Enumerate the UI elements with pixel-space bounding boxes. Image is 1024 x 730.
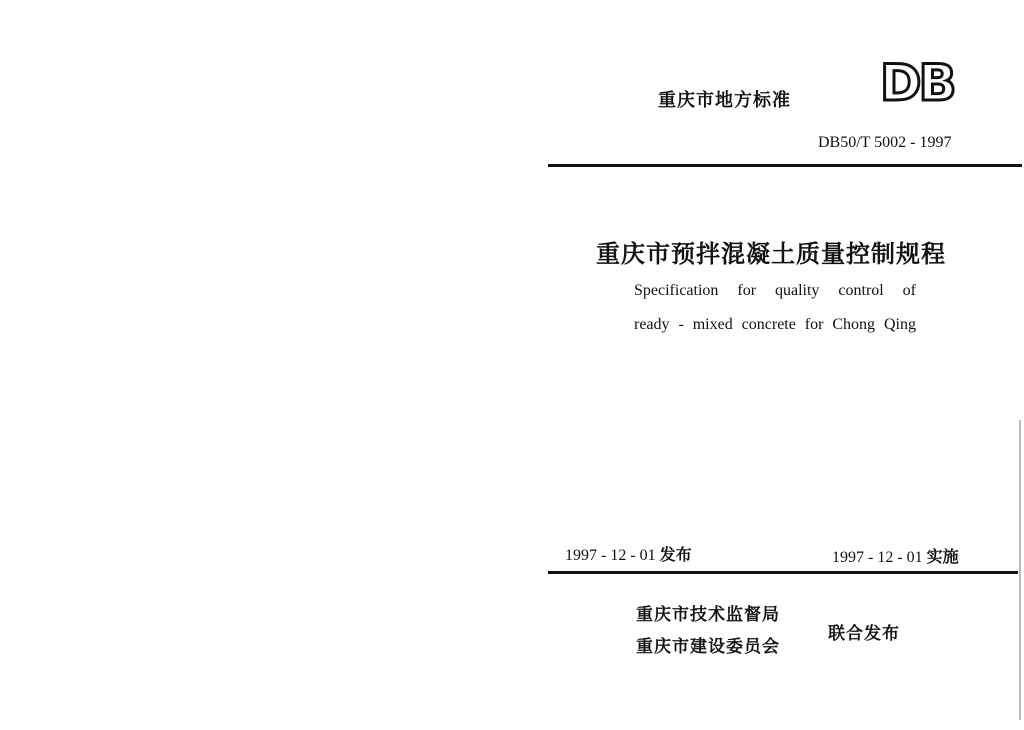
local-standard-label: 重庆市地方标准 bbox=[658, 90, 791, 111]
title-english-line2: ready - mixed concrete for Chong Qing bbox=[634, 316, 916, 333]
top-divider bbox=[548, 164, 1022, 167]
db-logo: DB bbox=[880, 54, 954, 112]
title-chinese: 重庆市预拌混凝土质量控制规程 bbox=[596, 240, 946, 268]
implement-date: 1997 - 12 - 01 bbox=[832, 549, 923, 566]
issue-date: 1997 - 12 - 01 bbox=[565, 547, 656, 564]
title-english-line1: Specification for quality control of bbox=[634, 282, 916, 299]
issue-date-block bbox=[565, 542, 692, 565]
issue-label: 发布 bbox=[659, 545, 692, 564]
implement-date-block bbox=[832, 544, 959, 567]
publisher-1: 重庆市技术监督局 bbox=[636, 605, 780, 625]
page-edge bbox=[1019, 420, 1021, 720]
joint-publish-label: 联合发布 bbox=[828, 624, 900, 644]
standard-code: DB50/T 5002 - 1997 bbox=[818, 134, 952, 151]
publisher-2: 重庆市建设委员会 bbox=[636, 637, 780, 657]
implement-label: 实施 bbox=[926, 547, 959, 566]
bottom-divider bbox=[548, 571, 1018, 574]
